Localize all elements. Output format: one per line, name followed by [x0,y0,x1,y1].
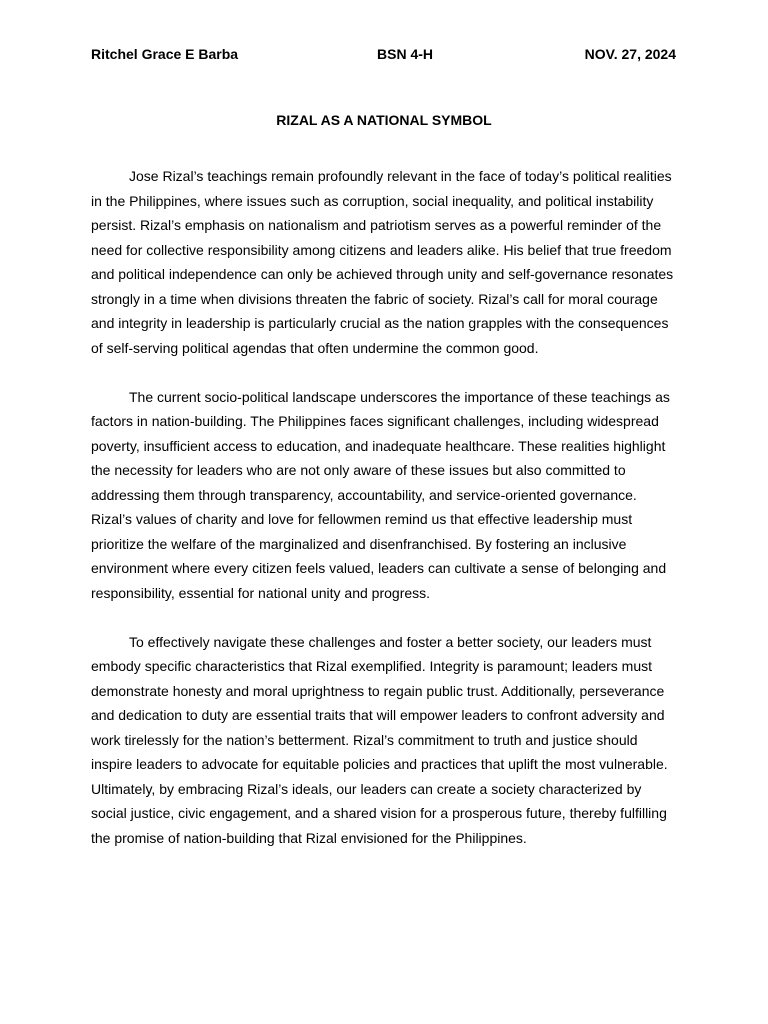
document-body [91,164,681,875]
class-section: BSN 4-H [377,46,434,62]
paragraph: The current socio-political landscape underscores the importance of these teachings as factors in nation-building. The Philippines faces significant challenges, including widespread poverty, insufficient access to education, and inadequate healthcare. These realities highlight the necessity for leaders who are not only aware of these issues but also committed to addressing them through transparency, accountability, and service-oriented governance. Rizal’s values of charity and love for fellowmen remind us that effective leadership must prioritize the welfare of the marginalized and disenfranchised. By fostering an inclusive environment where every citizen feels valued, leaders can cultivate a sense of belonging and responsibility, essential for national unity and progress. [91,388,670,601]
paragraph: To effectively navigate these challenges and foster a better society, our leaders must embody specific characteristics that Rizal exemplified. Integrity is paramount; leaders must demonstrate honesty and moral uprightness to regain public trust. Additionally, perseverance and dedication to duty are essential traits that will empower leaders to confront adversity and work tirelessly for the nation’s betterment. Rizal’s commitment to truth and justice should inspire leaders to advocate for equitable policies and practices that uplift the most vulnerable. Ultimately, by embracing Rizal’s ideals, our leaders can create a society characterized by social justice, civic engagement, and a shared vision for a prosperous future, thereby fulfilling the promise of nation-building that Rizal envisioned for the Philippines. [91,633,668,846]
document-header [91,46,676,64]
paragraph: Jose Rizal’s teachings remain profoundly relevant in the face of today’s political realities in the Philippines, where issues such as corruption, social inequality, and political instability persist. Rizal’s emphasis on nationalism and patriotism serves as a powerful reminder of the need for collective responsibility among citizens and leaders alike. His belief that true freedom and political independence can only be achieved through unity and self-governance resonates strongly in a time when divisions threaten the fabric of society. Rizal’s call for moral courage and integrity in leadership is particularly crucial as the nation grapples with the consequences of self-serving political agendas that often undermine the common good. [91,168,674,356]
document-title: RIZAL AS A NATIONAL SYMBOL [276,112,492,128]
author-name: Ritchel Grace E Barba [91,46,239,62]
document-date: NOV. 27, 2024 [584,46,676,62]
